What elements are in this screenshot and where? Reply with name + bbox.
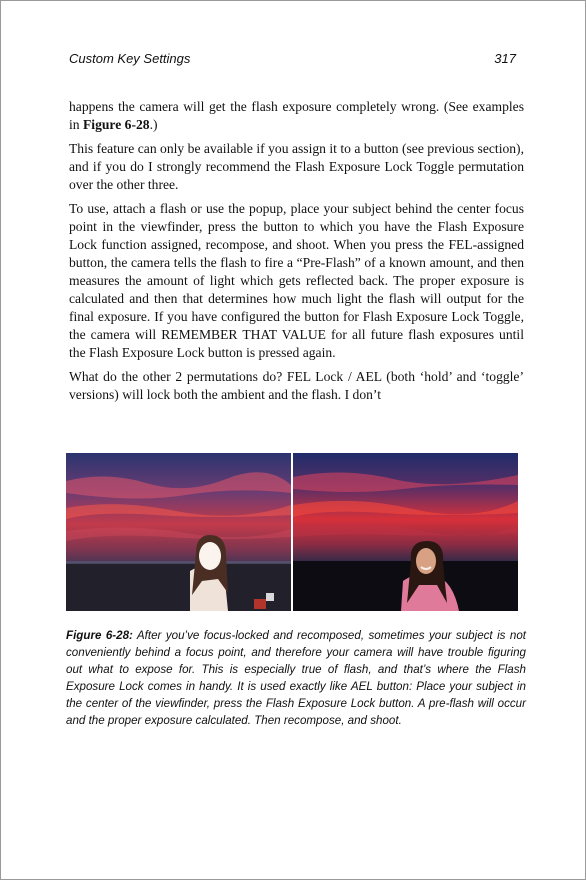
paragraph-1	[69, 98, 524, 134]
paragraph-1-text: happens the camera will get the flash exposure completely wrong. (See examples in	[69, 99, 524, 132]
paragraph-2: This feature can only be available if you assign it to a button (see previous section), and if you do I strongly recommend the Flash Exposure Lock Toggle permutation over the other three.	[69, 141, 524, 192]
page-number: 317	[494, 51, 516, 66]
figure-caption	[66, 627, 526, 729]
chapter-title: Custom Key Settings	[69, 51, 191, 66]
paragraph-4: What do the other 2 permutations do? FEL Lock / AEL (both ‘hold’ and ‘toggle’ versions) will lock both the ambient and the flash. I don’t	[69, 369, 524, 402]
body-text	[69, 98, 524, 410]
photo-correct-exposure	[293, 453, 518, 611]
figure-reference: Figure 6-28	[82, 117, 150, 132]
caption-text: After you’ve focus-locked and recomposed, sometimes your subject is not conveniently behind a focus point, and therefore your camera will have trouble figuring out what to expose for. This is especially true of flash, and that’s where the Flash Exposure Lock comes in handy. It is used exactly like AEL button: Place your subject in the center of the viewfinder, press the Flash Exposure Lock button. A pre-flash will occur and the proper exposure calculated. Then recompose, and shoot.	[66, 629, 526, 727]
sunset-portrait-right-image	[293, 453, 518, 611]
running-header	[69, 51, 516, 66]
paragraph-1-end: .)	[149, 117, 158, 132]
caption-label: Figure 6-28:	[66, 629, 133, 642]
figure-6-28	[66, 453, 518, 611]
sunset-portrait-left-image	[66, 453, 291, 611]
paragraph-3: To use, attach a flash or use the popup, place your subject behind the center focus point in the viewfinder, press the button to which you have the Flash Exposure Lock function assigned, recompose, and shoot. When you press the FEL-assigned button, the camera tells the flash to fire a “Pre-Flash” of a known amount, and then measures the amount of light which gets reflected back. The proper exposure is calculated and then that determines how much light the flash will output for the final exposure. If you have configured the button for Flash Exposure Lock Toggle, the camera will REMEMBER THAT VALUE for all future flash exposures until the Flash Exposure Lock button is pressed again.	[69, 201, 524, 360]
photo-overexposed	[66, 453, 291, 611]
